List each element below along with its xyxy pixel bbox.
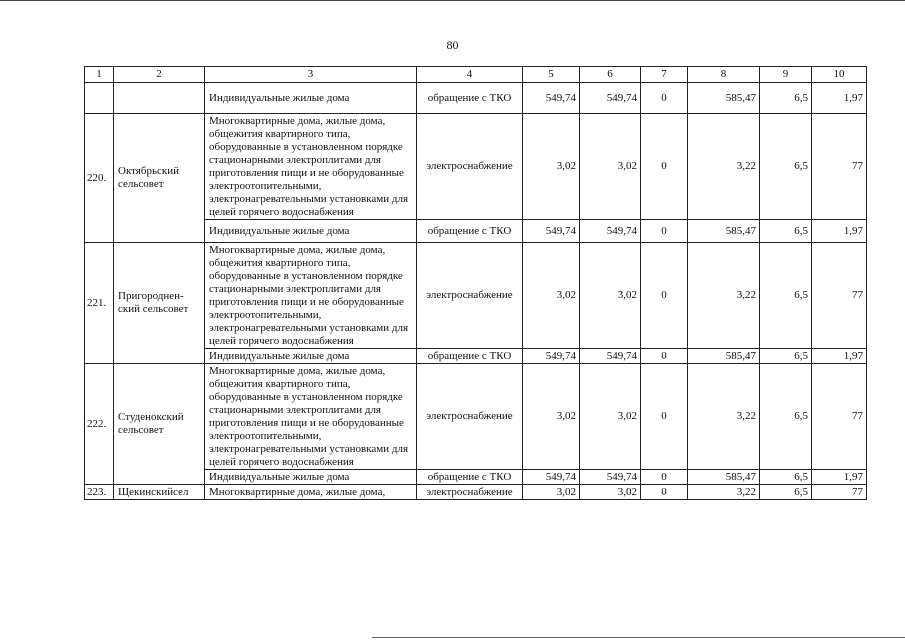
service-cell: электроснабжение — [417, 364, 523, 470]
service-cell: электроснабжение — [417, 114, 523, 220]
table-row — [85, 485, 867, 500]
value-cell: 3,22 — [688, 485, 760, 500]
value-cell: 549,74 — [580, 470, 641, 485]
housing-type-cell: Индивидуальные жилые дома — [205, 220, 417, 243]
value-cell: 6,5 — [760, 485, 812, 500]
table-row — [85, 243, 867, 349]
value-cell: 3,02 — [580, 364, 641, 470]
value-cell: 0 — [641, 470, 688, 485]
value-cell: 585,47 — [688, 470, 760, 485]
value-cell: 585,47 — [688, 83, 760, 114]
scan-bottom-line — [372, 637, 905, 638]
municipality-cell: Студенокский сельсовет — [114, 364, 205, 485]
value-cell: 6,5 — [760, 114, 812, 220]
value-cell: 0 — [641, 83, 688, 114]
value-cell: 3,22 — [688, 243, 760, 349]
value-cell: 0 — [641, 485, 688, 500]
value-cell: 6,5 — [760, 220, 812, 243]
value-cell: 3,02 — [523, 364, 580, 470]
value-cell: 1,97 — [812, 349, 867, 364]
value-cell: 0 — [641, 349, 688, 364]
table-row — [85, 114, 867, 220]
col-header: 3 — [205, 67, 417, 83]
value-cell: 77 — [812, 243, 867, 349]
value-cell: 77 — [812, 485, 867, 500]
col-header: 5 — [523, 67, 580, 83]
municipality-cell — [114, 83, 205, 114]
scan-top-edge — [0, 0, 905, 1]
col-header: 4 — [417, 67, 523, 83]
housing-type-cell: Многоквартирные дома, жилые дома, общежития квартирного типа, оборудованные в установленном порядке стационарными электроплитами для приготовления пищи и не оборудованные электроотопительными, электронагревательными установками для целей горячего водоснабжения — [205, 243, 417, 349]
value-cell: 77 — [812, 364, 867, 470]
service-cell: обращение с ТКО — [417, 220, 523, 243]
service-cell: электроснабжение — [417, 243, 523, 349]
value-cell: 3,02 — [523, 485, 580, 500]
value-cell: 6,5 — [760, 243, 812, 349]
housing-type-cell: Индивидуальные жилые дома — [205, 83, 417, 114]
value-cell: 549,74 — [523, 349, 580, 364]
housing-type-cell: Индивидуальные жилые дома — [205, 470, 417, 485]
value-cell: 0 — [641, 220, 688, 243]
table-row — [85, 364, 867, 470]
col-header: 10 — [812, 67, 867, 83]
value-cell: 6,5 — [760, 470, 812, 485]
value-cell: 0 — [641, 243, 688, 349]
housing-type-cell: Индивидуальные жилые дома — [205, 349, 417, 364]
page-number: 80 — [446, 38, 459, 52]
col-header: 1 — [85, 67, 114, 83]
value-cell: 6,5 — [760, 349, 812, 364]
value-cell: 549,74 — [580, 83, 641, 114]
col-header: 6 — [580, 67, 641, 83]
row-number-cell — [85, 83, 114, 114]
value-cell: 0 — [641, 364, 688, 470]
housing-type-cell: Многоквартирные дома, жилые дома, — [205, 485, 417, 500]
value-cell: 549,74 — [580, 349, 641, 364]
value-cell: 6,5 — [760, 83, 812, 114]
value-cell: 585,47 — [688, 349, 760, 364]
value-cell: 549,74 — [523, 470, 580, 485]
municipality-cell: Октябрьский сельсовет — [114, 114, 205, 243]
municipality-cell: Пригороднен-ский сельсовет — [114, 243, 205, 364]
value-cell: 0 — [641, 114, 688, 220]
value-cell: 549,74 — [523, 83, 580, 114]
row-number-cell: 222. — [85, 364, 114, 485]
value-cell: 3,02 — [523, 114, 580, 220]
col-header: 9 — [760, 67, 812, 83]
value-cell: 3,02 — [580, 114, 641, 220]
tariff-table — [84, 66, 867, 500]
value-cell: 3,22 — [688, 364, 760, 470]
value-cell: 585,47 — [688, 220, 760, 243]
service-cell: электроснабжение — [417, 485, 523, 500]
service-cell: обращение с ТКО — [417, 349, 523, 364]
value-cell: 549,74 — [580, 220, 641, 243]
table-header-row — [85, 67, 867, 83]
municipality-cell: Щекинскийсел — [114, 485, 205, 500]
col-header: 7 — [641, 67, 688, 83]
housing-type-cell: Многоквартирные дома, жилые дома, общежития квартирного типа, оборудованные в установленном порядке стационарными электроплитами для приготовления пищи и не оборудованные электроотопительными, электронагревательными установками для целей горячего водоснабжения — [205, 114, 417, 220]
value-cell: 3,02 — [580, 243, 641, 349]
value-cell: 3,02 — [580, 485, 641, 500]
col-header: 8 — [688, 67, 760, 83]
row-number-cell: 220. — [85, 114, 114, 243]
value-cell: 1,97 — [812, 470, 867, 485]
value-cell: 6,5 — [760, 364, 812, 470]
value-cell: 1,97 — [812, 220, 867, 243]
row-number-cell: 221. — [85, 243, 114, 364]
housing-type-cell: Многоквартирные дома, жилые дома, общежития квартирного типа, оборудованные в установленном порядке стационарными электроплитами для приготовления пищи и не оборудованные электроотопительными, электронагревательными установками для целей горячего водоснабжения — [205, 364, 417, 470]
value-cell: 549,74 — [523, 220, 580, 243]
value-cell: 3,22 — [688, 114, 760, 220]
service-cell: обращение с ТКО — [417, 83, 523, 114]
col-header: 2 — [114, 67, 205, 83]
value-cell: 3,02 — [523, 243, 580, 349]
value-cell: 1,97 — [812, 83, 867, 114]
service-cell: обращение с ТКО — [417, 470, 523, 485]
value-cell: 77 — [812, 114, 867, 220]
row-number-cell: 223. — [85, 485, 114, 500]
table-row — [85, 83, 867, 114]
